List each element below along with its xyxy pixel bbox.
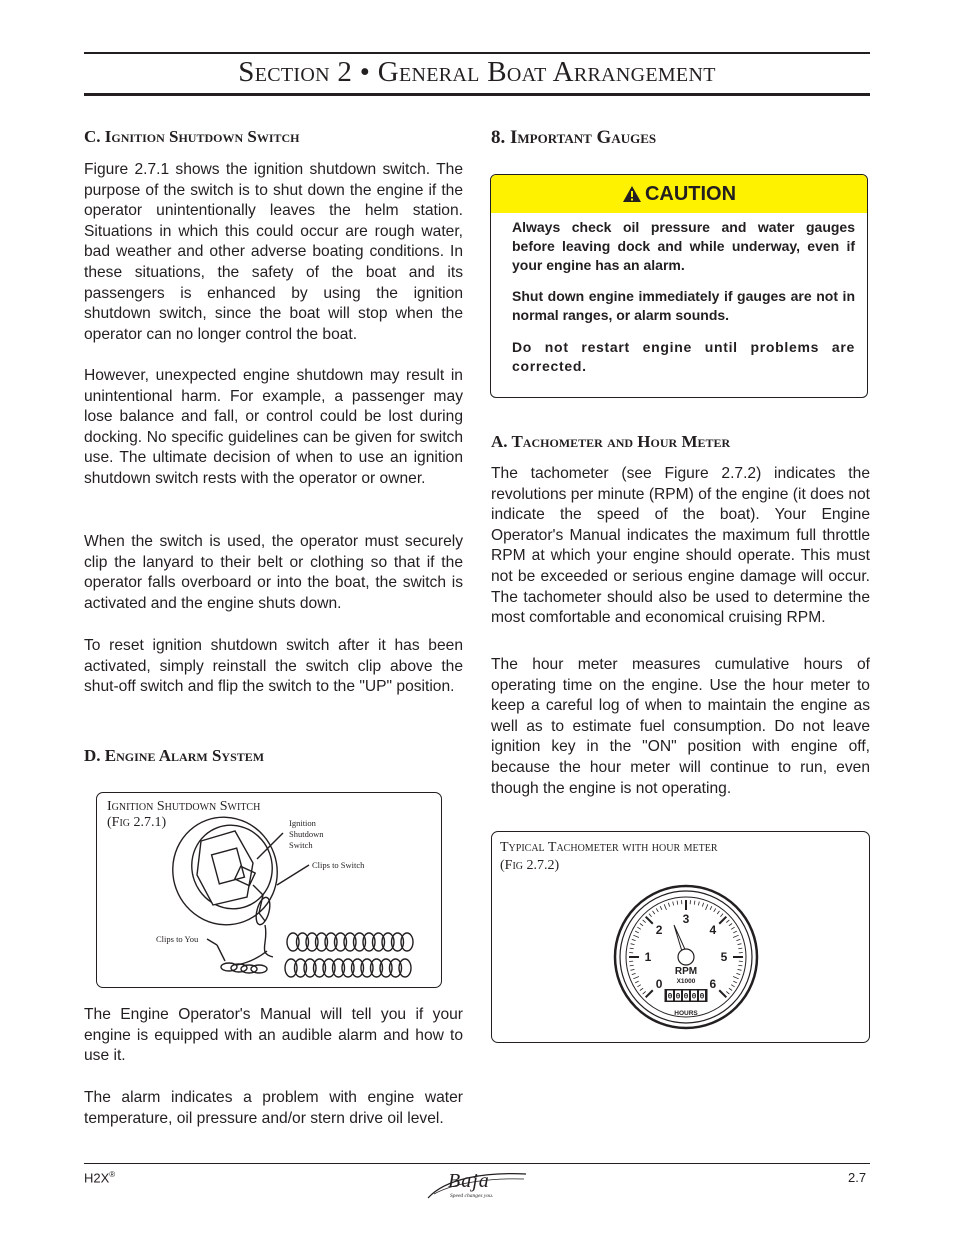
figure-ignition-shutdown-switch <box>96 792 442 988</box>
tach-tick <box>733 931 737 933</box>
footer-rule <box>84 1163 870 1164</box>
caution-text-shut-down: Shut down engine immediately if gauges are not in normal ranges, or alarm sounds. <box>512 288 855 323</box>
figure-2-caption-title: Typical Tachometer with hour meter <box>500 840 718 855</box>
baja-logo-text: Baja <box>448 1170 490 1192</box>
tach-tick <box>729 923 732 925</box>
figure-tachometer <box>491 831 870 1043</box>
baja-logo <box>426 1168 530 1204</box>
figure-1-caption-number: (Fig 2.7.1) <box>107 815 167 830</box>
tach-tick <box>706 904 708 910</box>
tach-tick <box>632 939 636 940</box>
paragraph-ignition-purpose: Figure 2.7.1 shows the ignition shutdown switch. The purpose of the switch is to shut down the engine if the operator unintentionally leaves the helm station. Situations in which this could occur are rough water, bad weather and other adverse boating conditions. In these situations, the safety of the boat and its passengers is enhanced by using the ignition shutdown switch, since the boat will stop when the operator can no longer control the boat. <box>84 161 463 343</box>
label-clips-to-you: Clips to You <box>156 934 199 944</box>
figure-1-caption-title: Ignition Shutdown Switch <box>107 799 261 814</box>
paragraph-tachometer: The tachometer (see Figure 2.7.2) indicates the revolutions per minute (RPM) of the engine (it does not indicate the speed of the boat). Your Engine Operator's Manual indicates the maximum full throttle RPM at which your engine should operate. This must not be exceeded or serious engine damage will occur. The tachometer should also be used to determine the most comfortable and economical cruising RPM. <box>491 465 870 627</box>
tach-tick <box>633 935 639 937</box>
label-ignition-shutdown-switch: Ignition Shutdown Switch <box>289 818 324 850</box>
paragraph-hour-meter: The hour meter measures cumulative hours of operating time on the engine. Use the hour meter to keep a careful log of when to maintain the engine as well as to estimate fuel consumption. Do not leave ignition key in the "ON" position with engine off, because the hour meter will continue to run, even though the engine is not operating. <box>491 656 870 797</box>
tach-tick <box>649 914 652 917</box>
label-clips-to-switch: Clips to Switch <box>312 860 365 870</box>
tach-tick <box>633 977 639 979</box>
tach-tick <box>635 931 639 933</box>
warning-triangle-icon <box>622 185 642 203</box>
tach-tick <box>652 911 654 914</box>
heading-ignition-shutdown-switch: C. Ignition Shutdown Switch <box>84 127 300 146</box>
tach-tick <box>631 944 635 945</box>
tach-tick <box>738 965 742 966</box>
hour-meter-digit: 0 <box>699 992 705 1002</box>
paragraph-operator-manual-alarm: The Engine Operator's Manual will tell you if your engine is equipped with an audible alarm and how to use it. <box>84 1006 463 1065</box>
hour-meter-digit: 0 <box>691 992 697 1002</box>
caution-banner <box>491 175 867 213</box>
header-rule-top <box>84 52 870 54</box>
tach-dial-number: 4 <box>709 923 717 938</box>
tach-tick <box>664 904 666 910</box>
tach-tick <box>660 906 662 910</box>
tach-tick <box>677 901 678 905</box>
caution-box <box>490 174 868 398</box>
tach-tick <box>733 981 737 983</box>
tach-tick <box>640 923 643 925</box>
tach-tick <box>710 906 712 910</box>
caution-label: CAUTION <box>644 182 737 205</box>
tach-tick <box>694 901 695 905</box>
tachometer-illustration <box>492 832 869 1042</box>
tach-tick <box>717 911 719 914</box>
tach-tick <box>702 903 703 907</box>
paragraph-alarm-indicates: The alarm indicates a problem with engine water temperature, oil pressure and/or stern drive oil level. <box>84 1089 463 1127</box>
caution-text-check-gauges: Always check oil pressure and water gauges before leaving dock and while underway, even if your engine has an alarm. <box>512 219 855 273</box>
paragraph-reset-switch: To reset ignition shutdown switch after it has been activated, simply reinstall the switch clip above the shut-off switch and flip the switch to the "UP" position. <box>84 637 463 696</box>
tach-tick <box>698 902 699 906</box>
tach-tick <box>643 991 646 994</box>
tach-tick <box>656 908 658 911</box>
tach-tick <box>729 988 732 990</box>
tach-tick <box>646 990 653 997</box>
page-title: Section 2 • General Boat Arrangement <box>238 56 716 88</box>
heading-tachometer-hour-meter: A. Tachometer and Hour Meter <box>491 432 731 451</box>
paragraph-unexpected-shutdown: However, unexpected engine shutdown may result in unintentional harm. For example, a passenger may lose balance and fall, or control could be lost during docking. No specific guidelines can be given for switch use. The ultimate decision of when to use an ignition shutdown switch rests with the operator or owner. <box>84 367 463 487</box>
heading-engine-alarm-system: D. Engine Alarm System <box>84 746 265 765</box>
tach-tick <box>726 991 729 994</box>
hour-meter-digit: 0 <box>675 992 681 1002</box>
tach-tick <box>738 944 742 945</box>
header-rule-bottom <box>84 93 870 96</box>
tach-tick <box>640 988 643 990</box>
tach-dial-number: 2 <box>655 923 663 938</box>
hour-meter-digit: 0 <box>667 992 673 1002</box>
tach-tick <box>733 977 739 979</box>
tach-tick <box>630 948 634 949</box>
tach-tick <box>643 920 646 923</box>
tach-tick <box>731 985 734 987</box>
ignition-switch-illustration <box>97 793 441 987</box>
tach-tick <box>673 902 674 906</box>
tach-dial-number: 0 <box>655 976 663 991</box>
tach-tick <box>635 981 639 983</box>
tach-tick <box>736 973 740 974</box>
tach-tick <box>733 935 739 937</box>
tach-tick <box>736 939 740 940</box>
tach-tick <box>646 917 653 924</box>
tach-tick <box>719 990 726 997</box>
tach-tick <box>731 927 734 929</box>
tach-dial-number: 3 <box>682 912 690 926</box>
tach-tick <box>714 908 716 911</box>
tach-multiplier-label: X1000 <box>676 978 696 985</box>
tach-dial-number: 1 <box>644 950 652 964</box>
registered-mark: ® <box>109 1170 116 1179</box>
tach-dial-number: 5 <box>720 950 728 964</box>
tach-tick <box>631 969 635 970</box>
tach-tick <box>720 914 723 917</box>
tach-needle-hub <box>678 949 694 965</box>
tach-tick <box>738 948 742 949</box>
tach-dial-number: 6 <box>709 976 717 991</box>
tach-tick <box>637 927 640 929</box>
tach-rpm-label: RPM <box>674 966 698 977</box>
heading-important-gauges: 8. Important Gauges <box>491 127 657 148</box>
tach-tick <box>738 969 742 970</box>
tach-tick <box>726 920 729 923</box>
tach-tick <box>632 973 636 974</box>
footer-model: H2X® <box>84 1170 116 1186</box>
tach-tick <box>719 917 726 924</box>
paragraph-lanyard: When the switch is used, the operator must securely clip the lanyard to their belt or clothing so that if the operator falls overboard or into the boat, the switch is activated and the engine shuts down. <box>84 533 463 612</box>
caution-text-do-not-restart: Do not restart engine until problems are corrected. <box>512 339 855 374</box>
tach-tick <box>668 903 669 907</box>
page-number: 2.7 <box>848 1170 867 1185</box>
tach-hours-label: HOURS <box>674 1010 698 1017</box>
figure-2-caption-number: (Fig 2.7.2) <box>500 858 560 873</box>
tach-tick <box>637 985 640 987</box>
baja-tagline: Speed changes you. <box>450 1193 494 1199</box>
tach-tick <box>630 965 634 966</box>
hour-meter-digit: 0 <box>683 992 689 1002</box>
